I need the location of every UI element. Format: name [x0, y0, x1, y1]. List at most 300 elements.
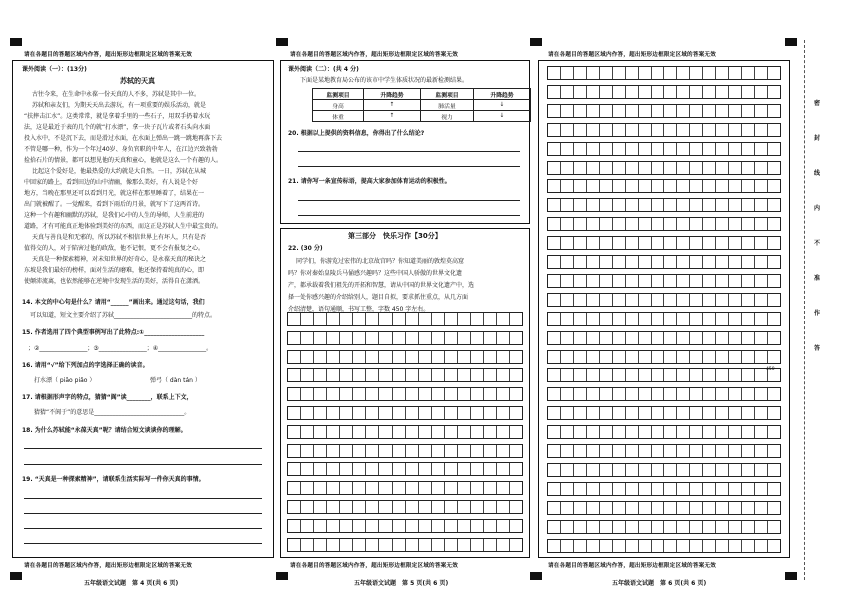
grid-cell[interactable]: [639, 256, 652, 268]
grid-cell[interactable]: [314, 501, 327, 513]
grid-cell[interactable]: [353, 369, 366, 381]
grid-cell[interactable]: [690, 105, 703, 117]
grid-cell[interactable]: [458, 463, 471, 475]
grid-cell[interactable]: [393, 426, 406, 438]
grid-cell[interactable]: [484, 407, 497, 419]
grid-row[interactable]: [287, 406, 523, 420]
grid-cell[interactable]: [471, 445, 484, 457]
grid-cell[interactable]: [768, 426, 780, 438]
grid-cell[interactable]: [600, 407, 613, 419]
grid-cell[interactable]: [445, 445, 458, 457]
grid-cell[interactable]: [497, 520, 510, 532]
grid-cell[interactable]: [432, 332, 445, 344]
grid-cell[interactable]: [574, 369, 587, 381]
grid-cell[interactable]: [393, 445, 406, 457]
grid-cell[interactable]: [301, 313, 314, 325]
grid-cell[interactable]: [690, 180, 703, 192]
grid-cell[interactable]: [600, 124, 613, 136]
grid-cell[interactable]: [729, 86, 742, 98]
grid-cell[interactable]: [626, 426, 639, 438]
grid-cell[interactable]: [561, 388, 574, 400]
grid-cell[interactable]: [755, 502, 768, 514]
grid-cell[interactable]: [561, 426, 574, 438]
grid-cell[interactable]: [393, 332, 406, 344]
grid-cell[interactable]: [677, 388, 690, 400]
grid-cell[interactable]: [419, 520, 432, 532]
grid-cell[interactable]: [327, 388, 340, 400]
grid-cell[interactable]: [510, 482, 522, 494]
grid-cell[interactable]: [729, 369, 742, 381]
grid-cell[interactable]: [677, 143, 690, 155]
grid-cell[interactable]: [729, 351, 742, 363]
grid-cell[interactable]: [639, 86, 652, 98]
grid-cell[interactable]: [497, 351, 510, 363]
grid-cell[interactable]: [366, 520, 379, 532]
grid-cell[interactable]: [729, 521, 742, 533]
grid-cell[interactable]: [703, 313, 716, 325]
grid-cell[interactable]: [652, 369, 665, 381]
grid-cell[interactable]: [406, 482, 419, 494]
grid-cell[interactable]: [497, 407, 510, 419]
grid-cell[interactable]: [314, 539, 327, 551]
grid-cell[interactable]: [393, 388, 406, 400]
grid-cell[interactable]: [366, 539, 379, 551]
grid-cell[interactable]: [716, 199, 729, 211]
grid-cell[interactable]: [690, 369, 703, 381]
grid-cell[interactable]: [445, 501, 458, 513]
grid-cell[interactable]: [639, 464, 652, 476]
grid-cell[interactable]: [561, 313, 574, 325]
grid-cell[interactable]: [510, 332, 522, 344]
grid-cell[interactable]: [340, 482, 353, 494]
grid-cell[interactable]: [406, 369, 419, 381]
grid-cell[interactable]: [742, 388, 755, 400]
grid-cell[interactable]: [458, 426, 471, 438]
grid-cell[interactable]: [379, 407, 392, 419]
grid-cell[interactable]: [742, 218, 755, 230]
grid-cell[interactable]: [301, 426, 314, 438]
grid-cell[interactable]: [768, 199, 780, 211]
grid-cell[interactable]: [703, 180, 716, 192]
grid-cell[interactable]: [716, 388, 729, 400]
grid-cell[interactable]: [379, 313, 392, 325]
grid-cell[interactable]: [497, 332, 510, 344]
grid-cell[interactable]: [587, 332, 600, 344]
question-16-option-1[interactable]: 打水漂（ piāo piǎo ）: [34, 377, 96, 384]
grid-cell[interactable]: [742, 67, 755, 79]
grid-cell[interactable]: [613, 86, 626, 98]
grid-cell[interactable]: [587, 256, 600, 268]
grid-row[interactable]: [547, 387, 781, 401]
grid-cell[interactable]: [600, 464, 613, 476]
grid-cell[interactable]: [600, 332, 613, 344]
grid-row[interactable]: [547, 406, 781, 420]
grid-cell[interactable]: [639, 162, 652, 174]
grid-cell[interactable]: [703, 86, 716, 98]
grid-cell[interactable]: [288, 369, 301, 381]
grid-cell[interactable]: [742, 143, 755, 155]
grid-cell[interactable]: [626, 369, 639, 381]
answer-line[interactable]: [298, 200, 520, 201]
grid-cell[interactable]: [432, 369, 445, 381]
grid-cell[interactable]: [587, 369, 600, 381]
grid-cell[interactable]: [664, 162, 677, 174]
grid-cell[interactable]: [639, 313, 652, 325]
grid-cell[interactable]: [379, 351, 392, 363]
grid-cell[interactable]: [314, 445, 327, 457]
grid-cell[interactable]: [639, 237, 652, 249]
grid-row[interactable]: [547, 255, 781, 269]
grid-cell[interactable]: [677, 124, 690, 136]
grid-cell[interactable]: [587, 86, 600, 98]
grid-cell[interactable]: [419, 482, 432, 494]
grid-row[interactable]: [547, 66, 781, 80]
grid-cell[interactable]: [340, 369, 353, 381]
grid-cell[interactable]: [664, 218, 677, 230]
grid-cell[interactable]: [613, 67, 626, 79]
grid-cell[interactable]: [626, 256, 639, 268]
grid-cell[interactable]: [458, 351, 471, 363]
grid-cell[interactable]: [677, 180, 690, 192]
grid-cell[interactable]: [729, 180, 742, 192]
grid-cell[interactable]: [690, 143, 703, 155]
grid-cell[interactable]: [574, 218, 587, 230]
grid-cell[interactable]: [755, 143, 768, 155]
grid-cell[interactable]: [600, 86, 613, 98]
grid-cell[interactable]: [574, 388, 587, 400]
grid-cell[interactable]: [379, 426, 392, 438]
grid-cell[interactable]: [639, 275, 652, 287]
grid-cell[interactable]: [471, 482, 484, 494]
grid-cell[interactable]: [755, 218, 768, 230]
grid-row[interactable]: [547, 520, 781, 534]
grid-cell[interactable]: [561, 67, 574, 79]
grid-cell[interactable]: [587, 351, 600, 363]
grid-cell[interactable]: [288, 351, 301, 363]
grid-cell[interactable]: [574, 256, 587, 268]
grid-cell[interactable]: [639, 124, 652, 136]
grid-cell[interactable]: [353, 445, 366, 457]
grid-cell[interactable]: [664, 180, 677, 192]
grid-cell[interactable]: [548, 143, 561, 155]
grid-cell[interactable]: [510, 463, 522, 475]
grid-cell[interactable]: [768, 67, 780, 79]
grid-cell[interactable]: [600, 369, 613, 381]
grid-cell[interactable]: [548, 332, 561, 344]
grid-row[interactable]: [547, 161, 781, 175]
grid-cell[interactable]: [768, 105, 780, 117]
grid-cell[interactable]: [458, 482, 471, 494]
grid-cell[interactable]: [340, 351, 353, 363]
grid-cell[interactable]: [458, 520, 471, 532]
grid-cell[interactable]: [742, 162, 755, 174]
grid-cell[interactable]: [548, 445, 561, 457]
grid-cell[interactable]: [587, 483, 600, 495]
grid-cell[interactable]: [690, 351, 703, 363]
grid-cell[interactable]: [716, 521, 729, 533]
grid-cell[interactable]: [327, 445, 340, 457]
grid-cell[interactable]: [393, 501, 406, 513]
grid-cell[interactable]: [314, 463, 327, 475]
grid-cell[interactable]: [548, 105, 561, 117]
grid-cell[interactable]: [340, 445, 353, 457]
grid-cell[interactable]: [703, 218, 716, 230]
grid-cell[interactable]: [626, 143, 639, 155]
grid-cell[interactable]: [600, 162, 613, 174]
grid-cell[interactable]: [729, 445, 742, 457]
grid-cell[interactable]: [497, 463, 510, 475]
grid-cell[interactable]: [561, 369, 574, 381]
grid-cell[interactable]: [716, 483, 729, 495]
grid-cell[interactable]: [716, 218, 729, 230]
grid-cell[interactable]: [716, 351, 729, 363]
grid-cell[interactable]: [301, 463, 314, 475]
grid-cell[interactable]: [600, 67, 613, 79]
grid-cell[interactable]: [561, 180, 574, 192]
grid-cell[interactable]: [587, 426, 600, 438]
grid-cell[interactable]: [600, 388, 613, 400]
grid-cell[interactable]: [755, 124, 768, 136]
grid-cell[interactable]: [690, 407, 703, 419]
grid-cell[interactable]: [288, 482, 301, 494]
grid-cell[interactable]: [587, 388, 600, 400]
grid-cell[interactable]: [393, 369, 406, 381]
grid-cell[interactable]: [574, 275, 587, 287]
grid-cell[interactable]: [340, 463, 353, 475]
grid-cell[interactable]: [755, 313, 768, 325]
grid-cell[interactable]: [690, 86, 703, 98]
grid-cell[interactable]: [379, 539, 392, 551]
grid-cell[interactable]: [613, 388, 626, 400]
grid-cell[interactable]: [613, 540, 626, 552]
grid-cell[interactable]: [379, 520, 392, 532]
grid-cell[interactable]: [755, 540, 768, 552]
grid-cell[interactable]: [703, 426, 716, 438]
grid-cell[interactable]: [600, 445, 613, 457]
grid-cell[interactable]: [677, 464, 690, 476]
grid-cell[interactable]: [561, 143, 574, 155]
grid-cell[interactable]: [729, 294, 742, 306]
grid-cell[interactable]: [484, 539, 497, 551]
grid-cell[interactable]: [353, 501, 366, 513]
grid-cell[interactable]: [729, 105, 742, 117]
grid-cell[interactable]: [600, 483, 613, 495]
grid-cell[interactable]: [768, 124, 780, 136]
grid-cell[interactable]: [548, 275, 561, 287]
grid-row[interactable]: [287, 312, 523, 326]
grid-cell[interactable]: [340, 407, 353, 419]
grid-cell[interactable]: [561, 237, 574, 249]
grid-cell[interactable]: [432, 501, 445, 513]
grid-cell[interactable]: [419, 463, 432, 475]
grid-cell[interactable]: [729, 407, 742, 419]
grid-cell[interactable]: [690, 294, 703, 306]
grid-cell[interactable]: [484, 351, 497, 363]
grid-cell[interactable]: [768, 294, 780, 306]
grid-cell[interactable]: [690, 445, 703, 457]
grid-cell[interactable]: [600, 426, 613, 438]
grid-cell[interactable]: [561, 162, 574, 174]
grid-cell[interactable]: [445, 426, 458, 438]
grid-row[interactable]: [287, 500, 523, 514]
grid-cell[interactable]: [729, 426, 742, 438]
grid-cell[interactable]: [432, 313, 445, 325]
grid-cell[interactable]: [587, 275, 600, 287]
grid-cell[interactable]: [301, 482, 314, 494]
grid-cell[interactable]: [458, 539, 471, 551]
grid-cell[interactable]: [587, 67, 600, 79]
grid-row[interactable]: [547, 444, 781, 458]
grid-cell[interactable]: [703, 294, 716, 306]
grid-cell[interactable]: [652, 67, 665, 79]
grid-cell[interactable]: [716, 237, 729, 249]
grid-cell[interactable]: [510, 369, 522, 381]
grid-cell[interactable]: [406, 388, 419, 400]
grid-cell[interactable]: [353, 539, 366, 551]
grid-row[interactable]: [547, 236, 781, 250]
grid-cell[interactable]: [484, 482, 497, 494]
grid-row[interactable]: [547, 425, 781, 439]
grid-cell[interactable]: [677, 313, 690, 325]
grid-cell[interactable]: [639, 521, 652, 533]
grid-cell[interactable]: [587, 407, 600, 419]
grid-cell[interactable]: [366, 482, 379, 494]
grid-cell[interactable]: [652, 124, 665, 136]
grid-cell[interactable]: [484, 463, 497, 475]
grid-cell[interactable]: [432, 407, 445, 419]
grid-cell[interactable]: [574, 143, 587, 155]
grid-cell[interactable]: [613, 162, 626, 174]
grid-cell[interactable]: [703, 351, 716, 363]
grid-cell[interactable]: [755, 237, 768, 249]
grid-cell[interactable]: [716, 294, 729, 306]
grid-cell[interactable]: [600, 275, 613, 287]
grid-cell[interactable]: [729, 67, 742, 79]
grid-cell[interactable]: [613, 199, 626, 211]
grid-cell[interactable]: [600, 105, 613, 117]
grid-cell[interactable]: [755, 483, 768, 495]
grid-cell[interactable]: [729, 218, 742, 230]
grid-cell[interactable]: [574, 351, 587, 363]
grid-cell[interactable]: [406, 332, 419, 344]
answer-line[interactable]: [24, 513, 262, 514]
grid-cell[interactable]: [755, 180, 768, 192]
grid-cell[interactable]: [768, 275, 780, 287]
grid-cell[interactable]: [314, 407, 327, 419]
grid-cell[interactable]: [497, 445, 510, 457]
grid-cell[interactable]: [600, 237, 613, 249]
grid-cell[interactable]: [548, 351, 561, 363]
grid-cell[interactable]: [613, 124, 626, 136]
grid-cell[interactable]: [677, 426, 690, 438]
grid-cell[interactable]: [548, 86, 561, 98]
grid-cell[interactable]: [340, 426, 353, 438]
grid-row[interactable]: [547, 179, 781, 193]
grid-cell[interactable]: [652, 521, 665, 533]
grid-cell[interactable]: [742, 540, 755, 552]
grid-cell[interactable]: [561, 294, 574, 306]
grid-row[interactable]: [547, 198, 781, 212]
grid-cell[interactable]: [366, 313, 379, 325]
grid-cell[interactable]: [419, 539, 432, 551]
grid-cell[interactable]: [639, 180, 652, 192]
grid-cell[interactable]: [471, 332, 484, 344]
grid-cell[interactable]: [755, 426, 768, 438]
grid-cell[interactable]: [288, 463, 301, 475]
grid-cell[interactable]: [690, 256, 703, 268]
grid-cell[interactable]: [561, 218, 574, 230]
grid-cell[interactable]: [587, 180, 600, 192]
grid-cell[interactable]: [574, 426, 587, 438]
grid-cell[interactable]: [419, 369, 432, 381]
grid-cell[interactable]: [639, 218, 652, 230]
grid-cell[interactable]: [548, 237, 561, 249]
grid-cell[interactable]: [561, 445, 574, 457]
grid-cell[interactable]: [729, 464, 742, 476]
grid-cell[interactable]: [484, 332, 497, 344]
grid-cell[interactable]: [366, 369, 379, 381]
grid-cell[interactable]: [664, 275, 677, 287]
grid-cell[interactable]: [445, 351, 458, 363]
grid-cell[interactable]: [652, 502, 665, 514]
grid-cell[interactable]: [703, 237, 716, 249]
grid-cell[interactable]: [729, 332, 742, 344]
grid-cell[interactable]: [340, 388, 353, 400]
grid-cell[interactable]: [458, 313, 471, 325]
grid-cell[interactable]: [664, 369, 677, 381]
grid-cell[interactable]: [639, 388, 652, 400]
grid-cell[interactable]: [445, 407, 458, 419]
grid-cell[interactable]: [561, 199, 574, 211]
grid-cell[interactable]: [301, 520, 314, 532]
grid-cell[interactable]: [471, 426, 484, 438]
grid-cell[interactable]: [703, 275, 716, 287]
grid-cell[interactable]: [393, 520, 406, 532]
grid-cell[interactable]: [393, 407, 406, 419]
grid-cell[interactable]: [742, 124, 755, 136]
grid-cell[interactable]: [677, 502, 690, 514]
grid-cell[interactable]: [600, 502, 613, 514]
grid-cell[interactable]: [613, 294, 626, 306]
grid-cell[interactable]: [729, 256, 742, 268]
grid-cell[interactable]: [445, 332, 458, 344]
grid-cell[interactable]: [703, 502, 716, 514]
grid-cell[interactable]: [626, 483, 639, 495]
grid-cell[interactable]: [742, 351, 755, 363]
grid-cell[interactable]: [497, 501, 510, 513]
grid-cell[interactable]: [574, 237, 587, 249]
grid-cell[interactable]: [561, 105, 574, 117]
grid-cell[interactable]: [677, 162, 690, 174]
grid-cell[interactable]: [419, 351, 432, 363]
grid-cell[interactable]: [729, 540, 742, 552]
grid-cell[interactable]: [652, 407, 665, 419]
grid-cell[interactable]: [600, 351, 613, 363]
grid-cell[interactable]: [587, 237, 600, 249]
grid-cell[interactable]: [664, 502, 677, 514]
grid-cell[interactable]: [587, 464, 600, 476]
grid-cell[interactable]: [432, 539, 445, 551]
grid-cell[interactable]: [664, 483, 677, 495]
grid-cell[interactable]: [445, 482, 458, 494]
grid-cell[interactable]: [755, 407, 768, 419]
grid-row[interactable]: [547, 293, 781, 307]
grid-cell[interactable]: [353, 520, 366, 532]
grid-cell[interactable]: [301, 369, 314, 381]
grid-cell[interactable]: [340, 313, 353, 325]
grid-cell[interactable]: [716, 67, 729, 79]
grid-cell[interactable]: [613, 237, 626, 249]
